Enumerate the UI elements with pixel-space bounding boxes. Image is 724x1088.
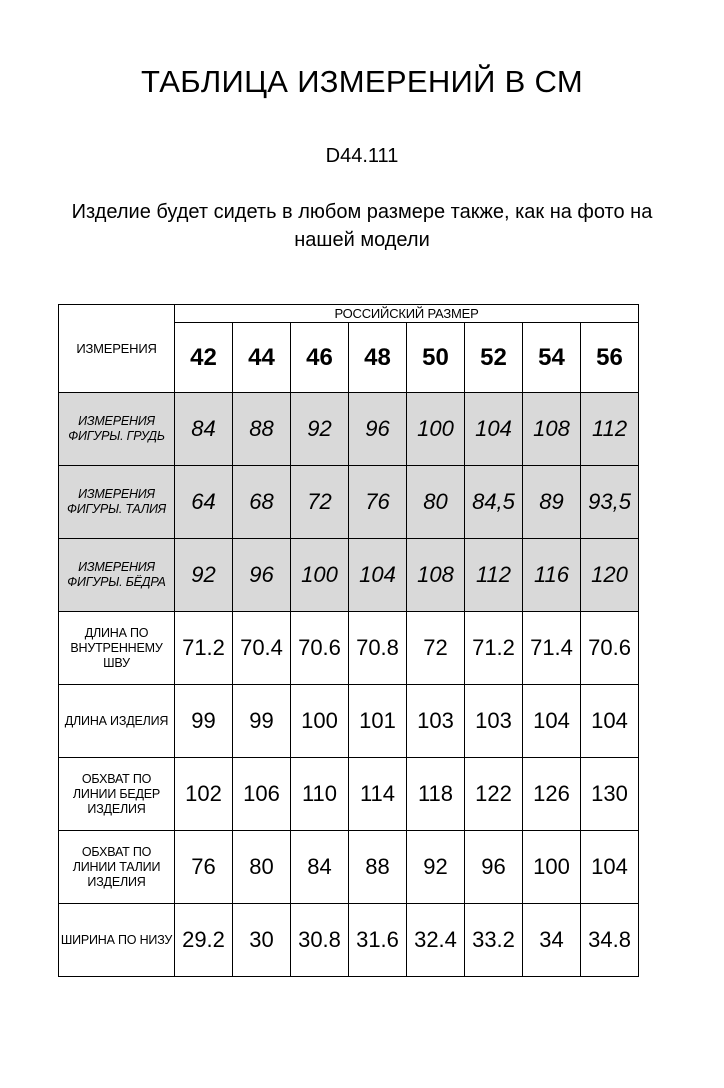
size-header-cell: 44 [233,323,291,393]
value-cell: 76 [175,831,233,904]
value-cell: 126 [523,758,581,831]
value-cell: 34.8 [581,904,639,977]
size-header-cell: 48 [349,323,407,393]
value-cell: 96 [465,831,523,904]
value-cell: 102 [175,758,233,831]
value-cell: 32.4 [407,904,465,977]
fit-note: Изделие будет сидеть в любом размере также, как на фото на нашей модели [71,201,653,251]
value-cell: 110 [291,758,349,831]
value-cell: 96 [233,539,291,612]
table-row [59,831,639,904]
row-label: ИЗМЕРЕНИЯ ФИГУРЫ. БЁДРА [59,539,175,612]
value-cell: 100 [291,539,349,612]
value-cell: 29.2 [175,904,233,977]
size-table [58,304,639,977]
page-title: ТАБЛИЦА ИЗМЕРЕНИЙ В СМ [141,64,583,99]
value-cell: 80 [233,831,291,904]
table-row [59,685,639,758]
value-cell: 104 [465,393,523,466]
value-cell: 84,5 [465,466,523,539]
row-label: ИЗМЕРЕНИЯ ФИГУРЫ. ГРУДЬ [59,393,175,466]
value-cell: 108 [523,393,581,466]
value-cell: 72 [407,612,465,685]
size-header-cell: 42 [175,323,233,393]
row-label: ОБХВАТ ПО ЛИНИИ ТАЛИИ ИЗДЕЛИЯ [59,831,175,904]
value-cell: 70.4 [233,612,291,685]
value-cell: 68 [233,466,291,539]
size-header-cell: 52 [465,323,523,393]
value-cell: 118 [407,758,465,831]
value-cell: 100 [523,831,581,904]
value-cell: 99 [233,685,291,758]
value-cell: 100 [407,393,465,466]
row-label: ОБХВАТ ПО ЛИНИИ БЕДЕР ИЗДЕЛИЯ [59,758,175,831]
value-cell: 103 [407,685,465,758]
value-cell: 92 [407,831,465,904]
value-cell: 70.6 [291,612,349,685]
row-label: ДЛИНА ИЗДЕЛИЯ [59,685,175,758]
value-cell: 71.4 [523,612,581,685]
size-header-cell: 50 [407,323,465,393]
value-cell: 88 [233,393,291,466]
value-cell: 130 [581,758,639,831]
table-row [59,393,639,466]
value-cell: 33.2 [465,904,523,977]
value-cell: 76 [349,466,407,539]
value-cell: 64 [175,466,233,539]
value-cell: 84 [175,393,233,466]
article-number: D44.111 [325,145,399,167]
value-cell: 101 [349,685,407,758]
value-cell: 30.8 [291,904,349,977]
value-cell: 34 [523,904,581,977]
value-cell: 106 [233,758,291,831]
value-cell: 122 [465,758,523,831]
value-cell: 89 [523,466,581,539]
row-label: ДЛИНА ПО ВНУТРЕННЕМУ ШВУ [59,612,175,685]
value-cell: 112 [581,393,639,466]
value-cell: 88 [349,831,407,904]
value-cell: 108 [407,539,465,612]
value-cell: 30 [233,904,291,977]
table-row [59,758,639,831]
value-cell: 114 [349,758,407,831]
table-row [59,612,639,685]
value-cell: 96 [349,393,407,466]
size-header-cell: 56 [581,323,639,393]
value-cell: 100 [291,685,349,758]
size-header-cell: 46 [291,323,349,393]
value-cell: 116 [523,539,581,612]
value-cell: 112 [465,539,523,612]
value-cell: 71.2 [465,612,523,685]
value-cell: 104 [581,831,639,904]
table-row [59,466,639,539]
group-header: РОССИЙСКИЙ РАЗМЕР [175,305,639,323]
value-cell: 31.6 [349,904,407,977]
value-cell: 84 [291,831,349,904]
value-cell: 92 [175,539,233,612]
value-cell: 92 [291,393,349,466]
value-cell: 99 [175,685,233,758]
value-cell: 72 [291,466,349,539]
table-row [59,904,639,977]
value-cell: 120 [581,539,639,612]
value-cell: 80 [407,466,465,539]
corner-label: ИЗМЕРЕНИЯ [59,305,175,393]
table-row [59,539,639,612]
value-cell: 104 [581,685,639,758]
value-cell: 103 [465,685,523,758]
size-header-cell: 54 [523,323,581,393]
row-label: ШИРИНА ПО НИЗУ [59,904,175,977]
group-header-row [59,305,639,323]
row-label: ИЗМЕРЕНИЯ ФИГУРЫ. ТАЛИЯ [59,466,175,539]
value-cell: 71.2 [175,612,233,685]
value-cell: 93,5 [581,466,639,539]
value-cell: 104 [523,685,581,758]
value-cell: 104 [349,539,407,612]
measurements-body [59,393,639,977]
value-cell: 70.8 [349,612,407,685]
value-cell: 70.6 [581,612,639,685]
